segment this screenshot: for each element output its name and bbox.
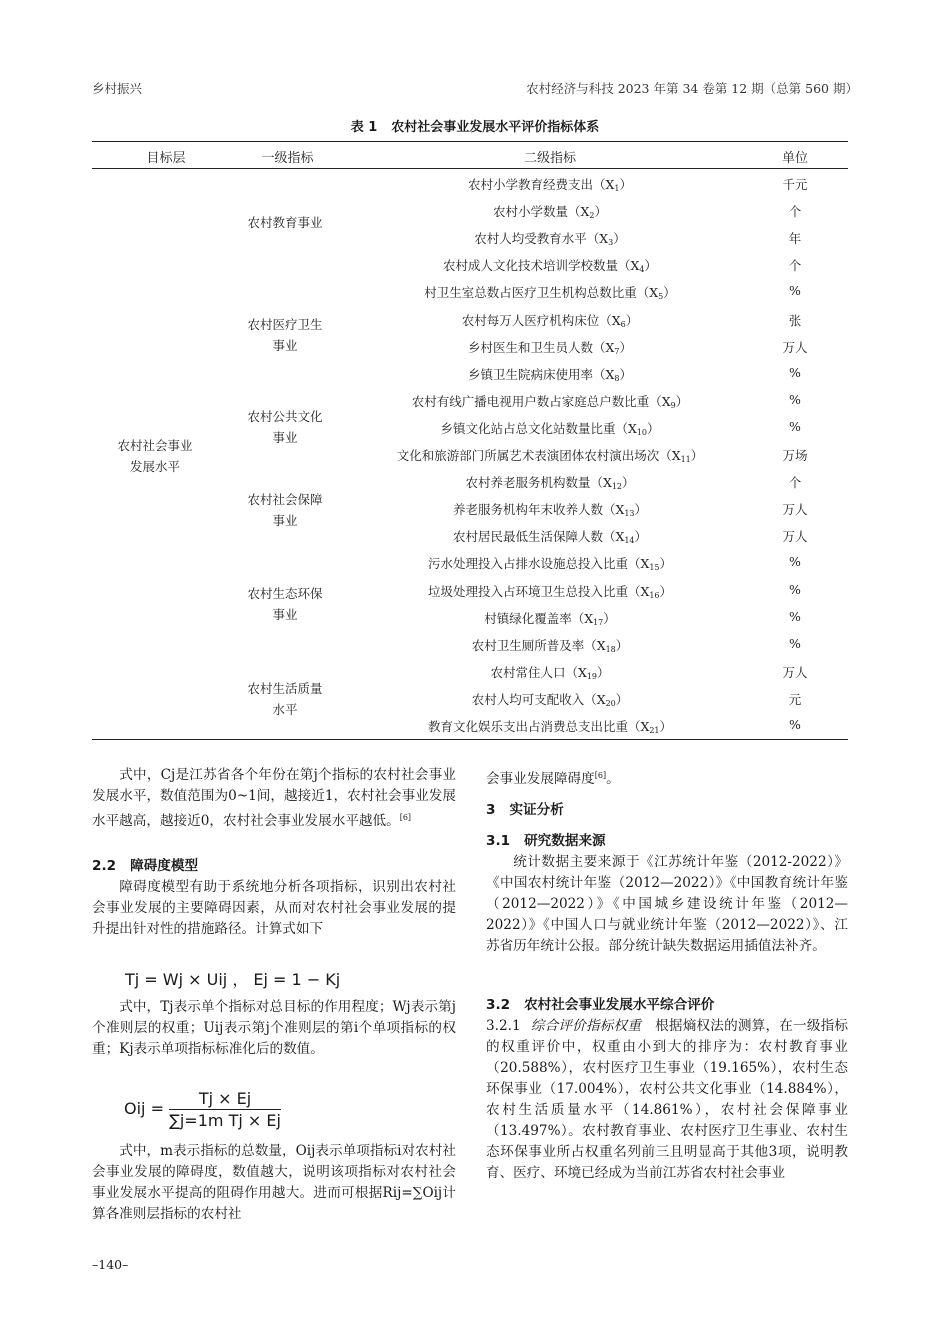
indicator-label: 农村养老服务机构数量（X [465,475,612,490]
right-p0-text: 会事业发展障碍度 [486,771,595,787]
indicator-subscript: 1 [614,184,620,193]
table-label: 表 1 [350,120,378,135]
indicator-close-paren: ） [634,529,648,544]
right-p0-citation: [6] [594,771,607,780]
formula-1: Tj = Wj × Uij ， Ej = 1 − Kj [125,970,341,989]
indicator-label: 村卫生室总数占医疗卫生机构总数比重（X [424,285,659,300]
indicator-close-paren: ） [647,421,660,436]
indicator-subscript: 14 [624,536,635,545]
indicator-subscript: 13 [624,509,635,518]
indicator-close-paren: ） [619,177,632,192]
formula-2-denominator: ∑j=1m Tj × Ej [169,1111,281,1130]
indicator-unit: % [789,582,801,597]
section-3-2-1-title: 综合评价指标权重 [530,1018,642,1034]
column-header-goal: 目标层 [146,151,186,166]
indicator-subscript: 20 [605,699,616,708]
left-p2-text: 障碍度模型有助于系统地分析各项指标，识别出农村社会事业发展的主要障碍因素，从而对农村社会事业发展的提升提出针对性的措施路径。计算式如下 [92,879,456,937]
indicator-name [370,527,730,545]
formula-2-fraction [169,1089,281,1130]
indicator-subscript: 10 [636,428,648,437]
table-top-rule [92,141,848,142]
indicator-unit: 万人 [782,665,808,680]
indicator-close-paren: ） [619,340,632,355]
indicator-unit: % [789,554,801,569]
indicator-unit: 张 [788,313,802,328]
group-medical: 农村医疗卫生事业 [247,317,323,353]
section-3-2-heading [486,993,714,1013]
indicator-subscript: 11 [680,455,691,464]
section-3-2-1-number: 3.2.1 [486,1018,521,1034]
indicator-label: 教育文化娱乐支出占消费总支出比重（X [427,719,650,734]
indicator-label: 乡镇卫生院病床使用率（X [467,367,615,382]
indicator-subscript: 6 [620,320,626,329]
indicator-label: 农村有线广播电视用户数占家庭总户数比重（X [411,394,671,409]
formula-2-numerator: Tj × Ej [169,1089,281,1110]
indicator-label: 农村小学教育经费支出（X [467,177,615,192]
indicator-close-paren: ） [659,719,673,734]
indicator-subscript: 5 [658,292,664,301]
indicator-subscript: 15 [649,563,660,572]
right-paragraph-2 [486,1016,848,1184]
indicator-label: 农村卫生厕所普及率（X [471,638,606,653]
indicator-close-paren: ） [659,556,673,571]
indicator-label: 农村常住人口（X [490,665,587,680]
group-culture: 农村公共文化事业 [247,409,323,445]
indicator-name [370,256,730,274]
indicator-unit: 千元 [782,177,808,192]
indicator-unit: % [789,636,801,651]
column-header-unit: 单位 [781,151,808,166]
indicator-name [370,446,730,464]
indicator-close-paren: ） [619,367,632,382]
indicator-subscript: 17 [593,618,604,627]
indicator-unit: % [789,365,801,380]
indicator-name [370,311,730,329]
indicator-close-paren: ） [603,611,616,626]
indicator-name [370,717,730,735]
indicator-subscript: 19 [586,672,598,681]
indicator-name [370,636,730,654]
indicator-subscript: 4 [639,265,645,274]
indicator-label: 乡村医生和卫生员人数（X [467,340,615,355]
indicator-unit: % [789,392,801,407]
indicator-subscript: 21 [649,726,660,735]
indicator-close-paren: ） [615,692,629,707]
left-p3-text: 式中，Tj表示单个指标对总目标的作用程度；Wj表示第j个准则层的权重；Uij表示第j个准则层的第i个单项指标的权重；Kj表示单项指标标准化后的数值。 [92,999,456,1057]
section-3-1-number: 3.1 [486,833,511,849]
indicator-unit: 元 [788,692,802,707]
indicator-close-paren: ） [659,584,673,599]
indicator-subscript: 12 [611,482,623,491]
indicator-unit: 万人 [782,340,808,355]
indicator-name [370,365,730,383]
indicator-name [370,283,730,301]
table-title: 农村社会事业发展水平评价指标体系 [391,120,600,135]
table-header-rule [92,168,848,169]
left-paragraph-2 [92,877,456,940]
indicator-subscript: 9 [670,401,676,410]
running-header-section: 乡村振兴 [92,81,143,96]
indicator-name [370,202,730,220]
indicator-close-paren: ） [613,231,626,246]
group-social-security: 农村社会保障事业 [247,492,323,528]
indicator-label: 农村成人文化技术培训学校数量（X [442,258,640,273]
indicator-name [370,229,730,247]
indicator-unit: % [789,419,801,434]
indicator-subscript: 3 [608,238,614,247]
indicator-name [370,392,730,410]
section-3-2-title: 农村社会事业发展水平综合评价 [524,997,715,1013]
indicator-name [370,473,730,491]
indicator-label: 农村每万人医疗机构床位（X [461,313,621,328]
section-2-2-number: 2.2 [92,858,117,874]
group-ecology: 农村生态环保事业 [247,586,323,622]
section-3-2-number: 3.2 [486,997,511,1013]
indicator-unit: 万人 [782,502,808,517]
column-header-level1: 一级指标 [261,151,314,166]
indicator-close-paren: ） [597,665,610,680]
indicator-subscript: 16 [649,591,660,600]
indicator-close-paren: ） [675,394,689,409]
indicator-name [370,609,730,627]
indicator-close-paren: ） [634,502,648,517]
indicator-unit: % [789,609,801,624]
left-p1-text: 式中，Cj是江苏省各个年份在第j个指标的农村社会事业发展水平，数值范围为0~1间，越接近1，农村社会事业发展水平越高，越接近0，农村社会事业发展水平越低。 [92,767,456,829]
right-p0-end: 。 [606,771,620,787]
left-paragraph-1 [92,765,456,832]
left-p1-citation: [6] [399,813,412,822]
indicator-unit: 个 [788,475,802,490]
left-paragraph-3 [92,997,456,1060]
indicator-subscript: 7 [614,347,620,356]
indicator-close-paren: ） [663,285,676,300]
indicator-label: 文化和旅游部门所属艺术表演团体农村演出场次（X [396,448,681,463]
right-p2-text: 根据熵权法的测算，在一级指标的权重评价中，权重由小到大的排序为：农村教育事业（20.588%），农村医疗卫生事业（19.165%），农村生态环保事业（17.004%），农村公共文化事业（14.884%），农村生活质量水平（14.861%），农村社会保障事业（13.497%）。农村教育事业、农村医疗卫生事业、农村生态环保事业所占权重名列前三且明显高于其他3项，说明教育、医疗、环境已经成为当前江苏省农村社会事业 [486,1018,849,1181]
indicator-name [370,175,730,193]
section-3-title: 实证分析 [509,802,564,818]
formula-2 [124,1089,281,1130]
indicator-close-paren: ） [615,638,629,653]
section-3-number: 3 [486,802,496,818]
goal-layer-cell: 农村社会事业发展水平 [117,438,193,474]
indicator-close-paren: ） [690,448,704,463]
indicator-close-paren: ） [622,475,635,490]
table-bottom-rule [92,739,848,740]
indicator-label: 污水处理投入占排水设施总投入比重（X [427,556,650,571]
indicator-subscript: 2 [589,211,595,220]
table-caption [0,116,950,135]
indicator-name [370,663,730,681]
indicator-unit: 万人 [782,529,808,544]
indicator-label: 农村小学数量（X [492,204,590,219]
indicator-label: 垃圾处理投入占环境卫生总投入比重（X [427,584,650,599]
indicator-unit: 年 [788,231,802,246]
indicator-subscript: 18 [605,645,616,654]
indicator-unit: % [789,717,801,732]
indicator-name [370,582,730,600]
group-living-quality: 农村生活质量水平 [247,681,323,717]
right-paragraph-1 [486,852,848,957]
indicator-name [370,419,730,437]
section-3-1-heading [486,829,606,849]
indicator-label: 乡镇文化站占总文化站数量比重（X [440,421,637,436]
section-2-2-title: 障碍度模型 [130,858,199,874]
indicator-unit: 万场 [782,448,808,463]
section-3-heading [486,798,564,818]
indicator-label: 村镇绿化覆盖率（X [484,611,594,626]
indicator-unit: % [789,283,801,298]
indicator-name [370,690,730,708]
indicator-label: 养老服务机构年末收养人数（X [452,502,625,517]
indicator-label: 农村人均受教育水平（X [474,231,609,246]
formula-2-lhs: Oij = [124,1099,164,1118]
indicator-name [370,338,730,356]
indicator-subscript: 8 [614,374,620,383]
indicator-label: 农村人均可支配收入（X [471,692,606,707]
indicator-close-paren: ） [594,204,607,219]
indicator-unit: 个 [788,258,802,273]
column-header-level2: 二级指标 [523,151,576,166]
right-paragraph-0 [486,765,848,790]
indicator-label: 农村居民最低生活保障人数（X [452,529,625,544]
section-3-1-title: 研究数据来源 [524,833,606,849]
group-education: 农村教育事业 [247,215,323,230]
left-p4-text: 式中，m表示指标的总数量，Oij表示单项指标i对农村社会事业发展的障碍度，数值越大，说明该项指标对农村社会事业发展水平提高的阻碍作用越大。进而可根据Rij=∑Oij计算各准则层指标的农村社 [92,1143,456,1222]
indicator-close-paren: ） [644,258,657,273]
left-paragraph-4 [92,1141,456,1225]
indicator-close-paren: ） [625,313,639,328]
indicator-name [370,554,730,572]
indicator-name [370,500,730,518]
right-p1-text: 统计数据主要来源于《江苏统计年鉴（2012-2022）》《中国农村统计年鉴（2012—2022）》《中国教育统计年鉴（2012—2022）》《中国城乡建设统计年鉴（2012—2022）》《中国人口与就业统计年鉴（2012—2022）》、江苏省历年统计公报。部分统计缺失数据运用插值法补齐。 [486,854,848,954]
section-2-2-heading [92,854,198,874]
page-number: –140– [92,1257,129,1272]
indicator-unit: 个 [788,204,802,219]
running-header-journal: 农村经济与科技 2023 年第 34 卷第 12 期（总第 560 期） [526,81,858,96]
